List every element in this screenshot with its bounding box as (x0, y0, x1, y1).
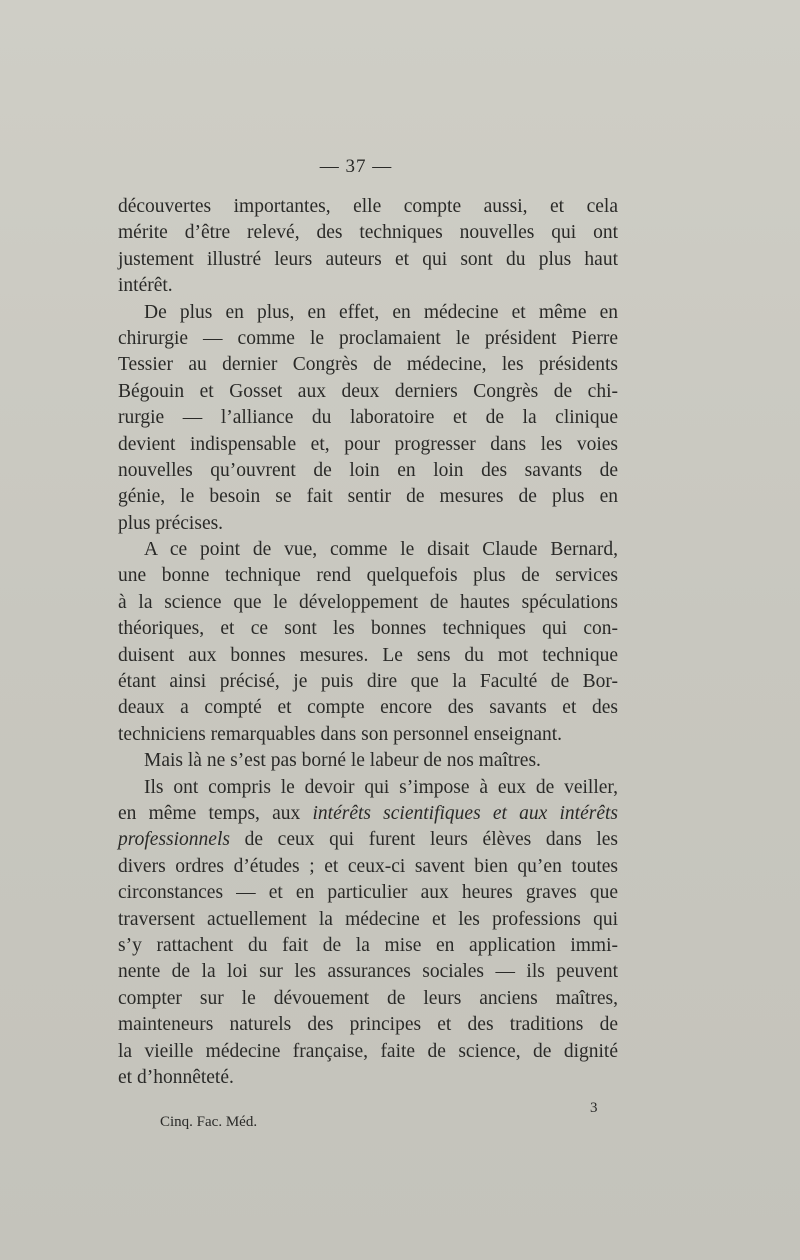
text-line (118, 458, 618, 484)
text-line-content: étant ainsi précisé, je puis dire que la Faculté de Bor- (118, 671, 618, 693)
text-line-content: A ce point de vue, comme le disait Claude Bernard, (144, 539, 618, 561)
text-line (118, 616, 618, 642)
text-line (118, 959, 618, 985)
text-line (118, 880, 618, 906)
text-line-content: la vieille médecine française, faite de science, de dignité (118, 1040, 618, 1062)
text-line-content: Tessier au dernier Congrès de médecine, les présidents (118, 354, 618, 376)
text-line (118, 986, 618, 1012)
text-line-italic: professionnels (118, 829, 230, 851)
text-line-content: divers ordres d’études ; et ceux-ci savent bien qu’en toutes (118, 855, 618, 877)
text-line-content: Mais là ne s’est pas borné le labeur de nos maîtres. (144, 750, 541, 772)
text-line (118, 352, 618, 378)
text-line-content: en même temps, aux (118, 802, 313, 824)
text-line-content: intérêt. (118, 275, 173, 297)
text-line-content: théoriques, et ce sont les bonnes techniques qui con- (118, 618, 618, 640)
text-line-content: De plus en plus, en effet, en médecine et même en (144, 301, 618, 323)
text-line (118, 827, 618, 853)
text-line-content: compter sur le dévouement de leurs anciens maîtres, (118, 987, 618, 1009)
text-line (118, 432, 618, 458)
text-line-continuation: de ceux qui furent leurs élèves dans les (229, 829, 618, 851)
text-line (118, 907, 618, 933)
text-line (118, 669, 618, 695)
text-line (118, 933, 618, 959)
text-line (118, 379, 618, 405)
text-line-italic: intérêts scientifiques et aux intérêts (312, 802, 618, 824)
text-line-content: une bonne technique rend quelquefois plus de services (118, 565, 618, 587)
text-line (118, 405, 618, 431)
text-line-content: s’y rattachent du fait de la mise en application immi- (118, 934, 618, 956)
page-number: — 37 — (319, 156, 393, 177)
text-line-content: nente de la loi sur les assurances sociales — ils peuvent (118, 961, 618, 983)
text-line (118, 695, 618, 721)
text-line-content: techniciens remarquables dans son personnel enseignant. (118, 723, 563, 745)
text-line (118, 775, 618, 801)
text-line-content: Ils ont compris le devoir qui s’impose à eux de veiller, (144, 776, 618, 798)
text-line (118, 273, 618, 299)
text-line-content: mérite d’être relevé, des techniques nouvelles qui ont (118, 222, 618, 244)
text-line (118, 300, 618, 326)
text-line-content: à la science que le développement de hautes spéculations (118, 591, 618, 613)
text-line-content: nouvelles qu’ouvrent de loin en loin des savants de (118, 459, 618, 481)
text-line (118, 326, 618, 352)
footer-signature: Cinq. Fac. Méd. (160, 1114, 258, 1130)
text-line (118, 220, 618, 246)
text-line-content: mainteneurs naturels des principes et des traditions de (118, 1014, 618, 1036)
text-line (118, 484, 618, 510)
body-text (118, 194, 618, 1091)
text-line-content: justement illustré leurs auteurs et qui sont du plus haut (118, 248, 618, 270)
text-line (118, 801, 618, 827)
text-line-content: circonstances — et en particulier aux heures graves que (118, 882, 618, 904)
text-line (118, 748, 618, 774)
text-line-content: devient indispensable et, pour progresser dans les voies (118, 433, 618, 455)
text-line-content: rurgie — l’alliance du laboratoire et de la clinique (118, 407, 618, 429)
text-line (118, 247, 618, 273)
text-line (118, 511, 618, 537)
text-line-content: génie, le besoin se fait sentir de mesures de plus en (118, 486, 618, 508)
text-line-content: plus précises. (118, 512, 224, 534)
text-line-content: deaux a compté et compte encore des savants et des (118, 697, 618, 719)
text-line (118, 537, 618, 563)
text-line (118, 1012, 618, 1038)
text-line (118, 854, 618, 880)
text-line-content: et d’honnêteté. (118, 1066, 234, 1088)
text-line (118, 1039, 618, 1065)
text-line-content: traversent actuellement la médecine et les professions qui (118, 908, 618, 930)
footer-sheet-number: 3 (590, 1100, 598, 1116)
text-line-content: duisent aux bonnes mesures. Le sens du mot technique (118, 644, 618, 666)
text-line-content: chirurgie — comme le proclamaient le président Pierre (118, 327, 618, 349)
text-line-content: Bégouin et Gosset aux deux derniers Congrès de chi- (118, 380, 618, 402)
text-line (118, 722, 618, 748)
text-line (118, 194, 618, 220)
text-line (118, 1065, 618, 1091)
text-line (118, 563, 618, 589)
text-line (118, 643, 618, 669)
text-line (118, 590, 618, 616)
text-line-content: découvertes importantes, elle compte aussi, et cela (118, 196, 618, 217)
